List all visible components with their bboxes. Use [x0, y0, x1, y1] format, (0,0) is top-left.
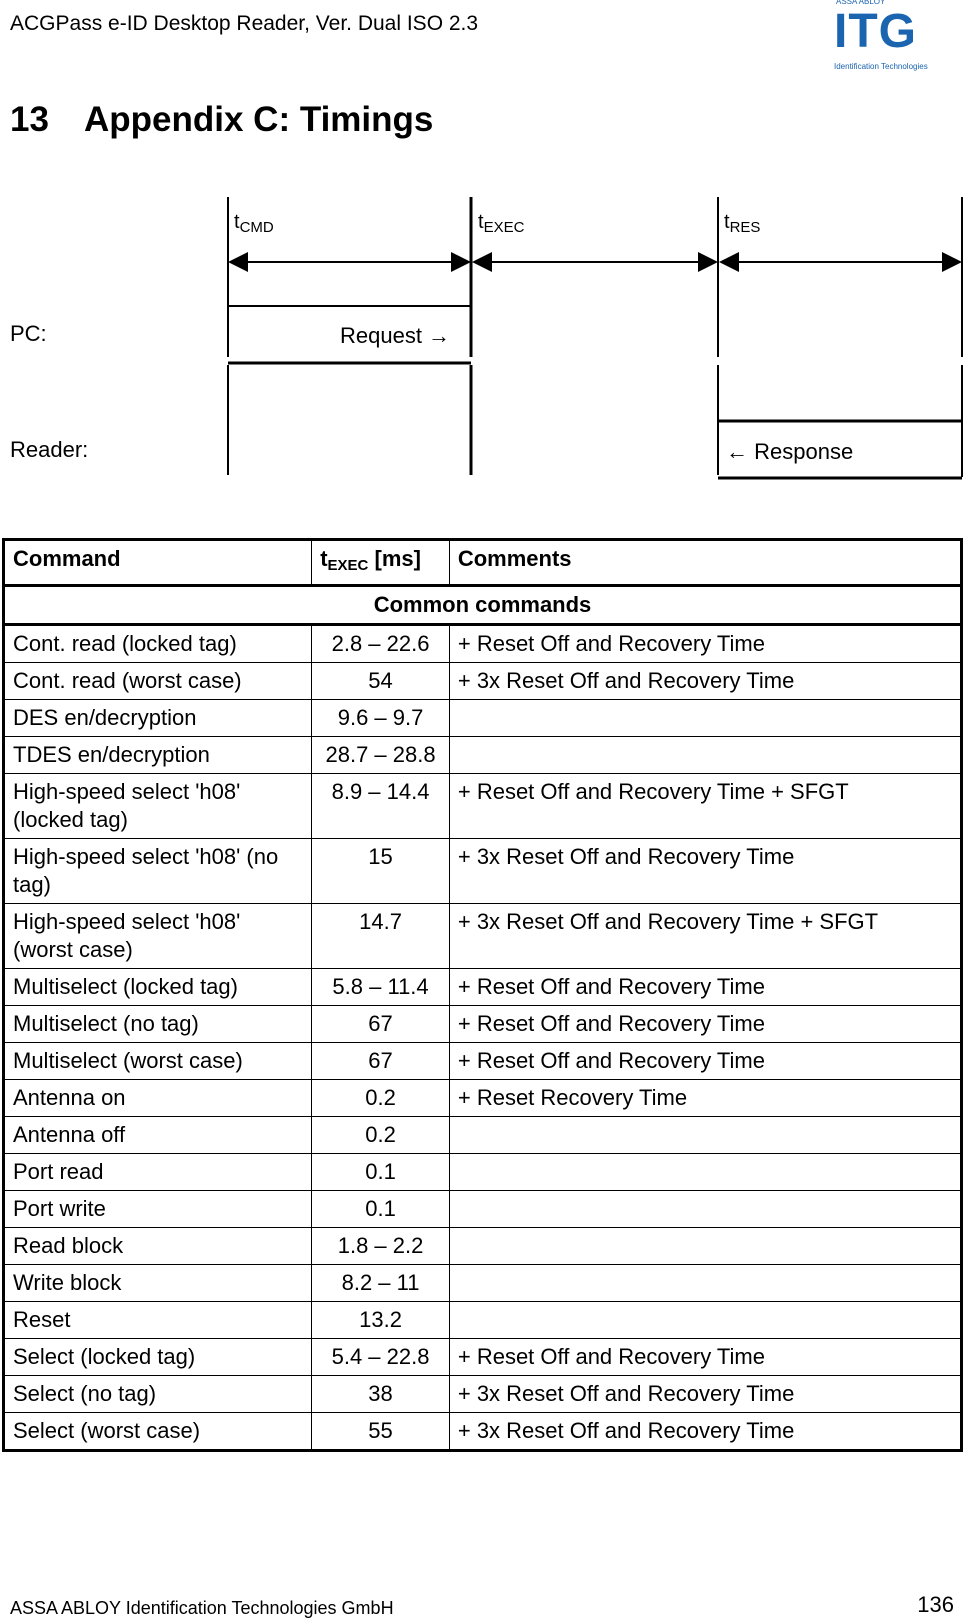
table-row — [4, 1413, 962, 1451]
table-row — [4, 1265, 962, 1302]
t-exec-label: $t_{EXEC}$ — [478, 211, 525, 236]
table-row — [4, 625, 962, 663]
table-body — [4, 625, 962, 1451]
cell-texec: 2.8 – 22.6 — [312, 625, 450, 663]
table-row — [4, 1339, 962, 1376]
cell-comment: + Reset Off and Recovery Time — [449, 625, 961, 663]
cell-command: Multiselect (locked tag) — [4, 969, 312, 1006]
cell-comment: + 3x Reset Off and Recovery Time — [449, 1376, 961, 1413]
cell-command: Cont. read (locked tag) — [4, 625, 312, 663]
cell-comment: + 3x Reset Off and Recovery Time + SFGT — [449, 904, 961, 969]
cell-command: Reset — [4, 1302, 312, 1339]
cell-comment — [449, 1302, 961, 1339]
table-row — [4, 700, 962, 737]
cell-command: Select (no tag) — [4, 1376, 312, 1413]
timings-table — [2, 538, 963, 1452]
header-texec: $t_{EXEC}$ [ms] — [312, 540, 450, 586]
cell-command: Port write — [4, 1191, 312, 1228]
cell-texec: 0.2 — [312, 1117, 450, 1154]
cell-command: Multiselect (worst case) — [4, 1043, 312, 1080]
section-heading — [10, 100, 433, 140]
cell-command: High-speed select 'h08' (worst case) — [4, 904, 312, 969]
cell-texec: 38 — [312, 1376, 450, 1413]
cell-command: TDES en/decryption — [4, 737, 312, 774]
header-comments: Comments — [449, 540, 961, 586]
cell-texec: 55 — [312, 1413, 450, 1451]
table-row — [4, 737, 962, 774]
table-row — [4, 1376, 962, 1413]
table-row — [4, 969, 962, 1006]
cell-command: Cont. read (worst case) — [4, 663, 312, 700]
pc-label: PC: — [10, 321, 47, 346]
cell-texec: 28.7 – 28.8 — [312, 737, 450, 774]
reader-label: Reader: — [10, 437, 89, 462]
cell-comment — [449, 700, 961, 737]
cell-comment — [449, 1117, 961, 1154]
table-row — [4, 1080, 962, 1117]
page-number: 136 — [917, 1592, 954, 1617]
cell-comment: + Reset Off and Recovery Time — [449, 1339, 961, 1376]
cell-command: High-speed select 'h08' (locked tag) — [4, 774, 312, 839]
table-row — [4, 839, 962, 904]
section-row — [4, 586, 962, 625]
table-row — [4, 1191, 962, 1228]
cell-command: Write block — [4, 1265, 312, 1302]
request-text: Request → — [340, 323, 451, 348]
document-header-title: ACGPass e-ID Desktop Reader, Ver. Dual ISO 2.3 — [10, 12, 479, 35]
cell-command: Port read — [4, 1154, 312, 1191]
cell-texec: 14.7 — [312, 904, 450, 969]
table-row — [4, 1228, 962, 1265]
table-row — [4, 1006, 962, 1043]
cell-command: Antenna off — [4, 1117, 312, 1154]
cell-comment: + 3x Reset Off and Recovery Time — [449, 839, 961, 904]
table-row — [4, 904, 962, 969]
cell-comment: + Reset Off and Recovery Time — [449, 1043, 961, 1080]
table-row — [4, 663, 962, 700]
t-res-label: $t_{RES}$ — [724, 211, 761, 236]
cell-comment: + Reset Off and Recovery Time — [449, 1006, 961, 1043]
table-row — [4, 1117, 962, 1154]
t-cmd-label: $t_{CMD}$ — [234, 211, 274, 236]
cell-comment — [449, 1191, 961, 1228]
cell-texec: 15 — [312, 839, 450, 904]
cell-texec: 8.2 – 11 — [312, 1265, 450, 1302]
footer-company: ASSA ABLOY Identification Technologies GmbH — [10, 1598, 394, 1618]
logo-letters: ITG — [834, 5, 917, 58]
table-row — [4, 1302, 962, 1339]
header-command: Command — [4, 540, 312, 586]
timing-diagram — [0, 185, 966, 485]
cell-texec: 0.1 — [312, 1191, 450, 1228]
cell-comment: + Reset Off and Recovery Time — [449, 969, 961, 1006]
cell-texec: 9.6 – 9.7 — [312, 700, 450, 737]
cell-texec: 0.1 — [312, 1154, 450, 1191]
logo-subtitle: Identification Technologies — [834, 62, 928, 71]
logo-company: ASSA ABLOY — [836, 0, 886, 6]
cell-comment: + 3x Reset Off and Recovery Time — [449, 663, 961, 700]
cell-texec: 67 — [312, 1043, 450, 1080]
cell-command: High-speed select 'h08' (no tag) — [4, 839, 312, 904]
cell-texec: 0.2 — [312, 1080, 450, 1117]
cell-comment — [449, 1265, 961, 1302]
cell-texec: 1.8 – 2.2 — [312, 1228, 450, 1265]
section-number: 13 — [10, 100, 49, 139]
cell-command: Select (locked tag) — [4, 1339, 312, 1376]
cell-texec: 54 — [312, 663, 450, 700]
cell-texec: 8.9 – 14.4 — [312, 774, 450, 839]
section-title: Appendix C: Timings — [84, 100, 434, 139]
cell-command: DES en/decryption — [4, 700, 312, 737]
cell-command: Select (worst case) — [4, 1413, 312, 1451]
cell-comment: + Reset Off and Recovery Time + SFGT — [449, 774, 961, 839]
cell-comment — [449, 1228, 961, 1265]
cell-command: Read block — [4, 1228, 312, 1265]
itg-logo — [834, 0, 956, 78]
cell-comment — [449, 1154, 961, 1191]
cell-texec: 67 — [312, 1006, 450, 1043]
section-common-commands: Common commands — [4, 586, 962, 625]
table-header-row — [4, 540, 962, 586]
response-text: ← Response — [726, 439, 854, 464]
cell-command: Antenna on — [4, 1080, 312, 1117]
cell-texec: 5.4 – 22.8 — [312, 1339, 450, 1376]
cell-comment — [449, 737, 961, 774]
cell-command: Multiselect (no tag) — [4, 1006, 312, 1043]
table-row — [4, 774, 962, 839]
cell-texec: 13.2 — [312, 1302, 450, 1339]
cell-comment: + Reset Recovery Time — [449, 1080, 961, 1117]
table-row — [4, 1043, 962, 1080]
cell-texec: 5.8 – 11.4 — [312, 969, 450, 1006]
table-row — [4, 1154, 962, 1191]
cell-comment: + 3x Reset Off and Recovery Time — [449, 1413, 961, 1451]
